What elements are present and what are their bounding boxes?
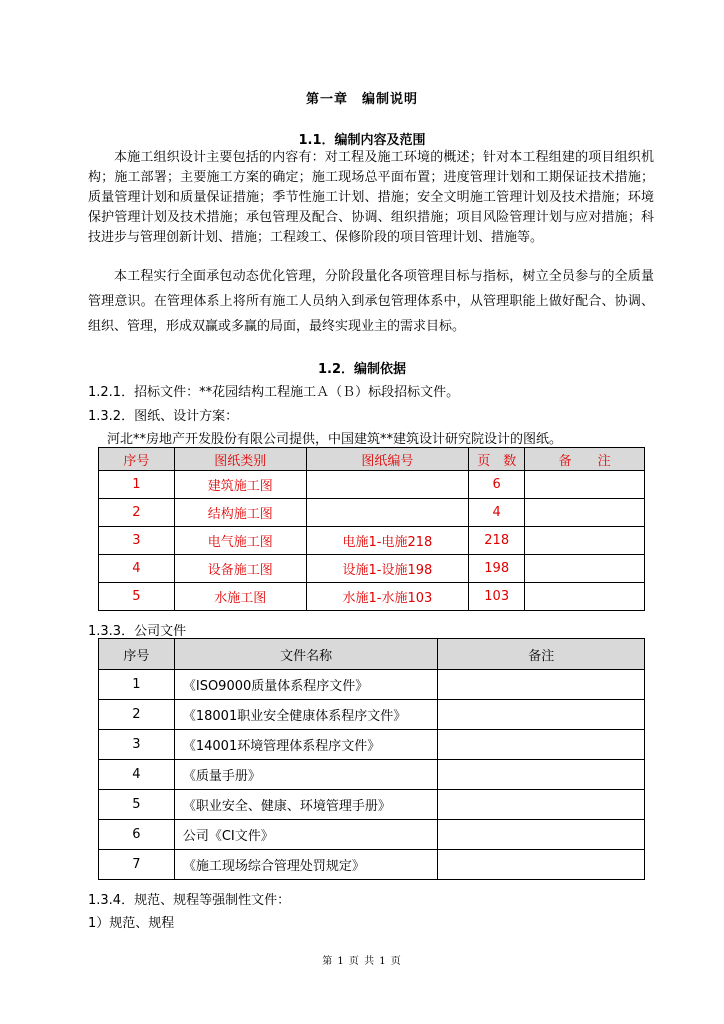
- table-cell: 结构施工图: [174, 499, 306, 527]
- table-row: [99, 790, 645, 820]
- header-cell: 序号: [99, 448, 175, 471]
- header-cell: 备 注: [525, 448, 645, 471]
- table-cell: 《质量手册》: [174, 760, 438, 790]
- section-1-1-para1: 本施工组织设计主要包括的内容有：对工程及施工环境的概述；针对本工程组建的项目组织机构；施工部署；主要施工方案的确定；施工现场总平面布置；进度管理计划和工期保证技术措施；质量管理计划和质量保证措施；季节性施工计划、措施；安全文明施工管理计划及技术措施；环境保护管理计划及技术措施；承包管理及配合、协调、组织措施；项目风险管理计划与应对措施；科技进步与管理创新计划、措施；工程竣工、保修阶段的项目管理计划、措施等。: [88, 150, 654, 245]
- table-cell: 水施工图: [174, 583, 306, 611]
- table-cell: 水施1-水施103: [306, 583, 469, 611]
- table-row: [99, 583, 645, 611]
- table-cell: [525, 471, 645, 499]
- table-row: [99, 527, 645, 555]
- table-row: [99, 760, 645, 790]
- table-row: [99, 499, 645, 527]
- table-cell: [525, 527, 645, 555]
- item-1-3-4: 1.3.4．规范、规程等强制性文件：: [88, 893, 291, 908]
- item-1-3-2-desc: 河北**房地产开发股份有限公司提供，中国建筑**建筑设计研究院设计的图纸。: [107, 432, 563, 447]
- item-1-3-4-sub: 1）规范、规程: [88, 916, 175, 931]
- item-1-3-2: 1.3.2．图纸、设计方案：: [88, 409, 239, 424]
- table-cell: [438, 730, 645, 760]
- table-cell: [438, 760, 645, 790]
- table-row: [99, 555, 645, 583]
- table-cell: 《ISO9000质量体系程序文件》: [174, 670, 438, 700]
- table-cell: [525, 583, 645, 611]
- table-cell: 4: [99, 555, 175, 583]
- table-cell: 《职业安全、健康、环境管理手册》: [174, 790, 438, 820]
- table-cell: 1: [99, 670, 175, 700]
- table-cell: [438, 850, 645, 880]
- chapter-title: 第一章 编制说明: [305, 92, 418, 107]
- table-cell: 4: [469, 499, 525, 527]
- drawings-table-header: [99, 448, 645, 471]
- table-cell: 公司《CI文件》: [174, 820, 438, 850]
- table-cell: 3: [99, 730, 175, 760]
- table-row: [99, 850, 645, 880]
- section-1-1-title: 1.1．编制内容及范围: [298, 133, 426, 148]
- table-cell: 《18001职业安全健康体系程序文件》: [174, 700, 438, 730]
- section-1-2-title: 1.2．编制依据: [317, 362, 407, 377]
- table-cell: 7: [99, 850, 175, 880]
- table-cell: [525, 499, 645, 527]
- table-cell: 198: [469, 555, 525, 583]
- table-cell: 103: [469, 583, 525, 611]
- table-row: [99, 700, 645, 730]
- table-cell: 5: [99, 583, 175, 611]
- table-cell: 3: [99, 527, 175, 555]
- header-cell: 备注: [438, 639, 645, 670]
- header-cell: 图纸编号: [306, 448, 469, 471]
- drawings-table: [98, 447, 645, 611]
- table-cell: 5: [99, 790, 175, 820]
- item-1-2-1: 1.2.1．招标文件：**花园结构工程施工Ａ（Ｂ）标段招标文件。: [88, 385, 460, 400]
- header-cell: 页 数: [469, 448, 525, 471]
- table-cell: 218: [469, 527, 525, 555]
- table-cell: [306, 499, 469, 527]
- table-cell: [438, 700, 645, 730]
- table-cell: 4: [99, 760, 175, 790]
- table-row: [99, 670, 645, 700]
- company-table-header: [99, 639, 645, 670]
- table-cell: [438, 670, 645, 700]
- table-cell: 建筑施工图: [174, 471, 306, 499]
- table-cell: 电施1-电施218: [306, 527, 469, 555]
- table-row: [99, 471, 645, 499]
- table-cell: 6: [99, 820, 175, 850]
- header-cell: 图纸类别: [174, 448, 306, 471]
- table-cell: [438, 820, 645, 850]
- section-1-1-para2: 本工程实行全面承包动态优化管理，分阶段量化各项管理目标与指标，树立全员参与的全质量管理意识。在管理体系上将所有施工人员纳入到承包管理体系中，从管理职能上做好配合、协调、组织、管理，形成双赢或多赢的局面，最终实现业主的需求目标。: [88, 269, 654, 334]
- table-cell: 设施1-设施198: [306, 555, 469, 583]
- table-cell: 2: [99, 499, 175, 527]
- table-row: [99, 730, 645, 760]
- table-cell: [306, 471, 469, 499]
- table-cell: [525, 555, 645, 583]
- header-cell: 文件名称: [174, 639, 438, 670]
- table-cell: 设备施工图: [174, 555, 306, 583]
- table-row: [99, 820, 645, 850]
- item-1-3-3: 1.3.3．公司文件: [88, 624, 187, 639]
- table-cell: 1: [99, 471, 175, 499]
- page-footer: 第 1 页 共 1 页: [322, 956, 402, 967]
- table-cell: 电气施工图: [174, 527, 306, 555]
- table-cell: 《施工现场综合管理处罚规定》: [174, 850, 438, 880]
- table-cell: 2: [99, 700, 175, 730]
- table-cell: 6: [469, 471, 525, 499]
- table-cell: 《14001环境管理体系程序文件》: [174, 730, 438, 760]
- company-files-table: [98, 638, 645, 880]
- header-cell: 序号: [99, 639, 175, 670]
- table-cell: [438, 790, 645, 820]
